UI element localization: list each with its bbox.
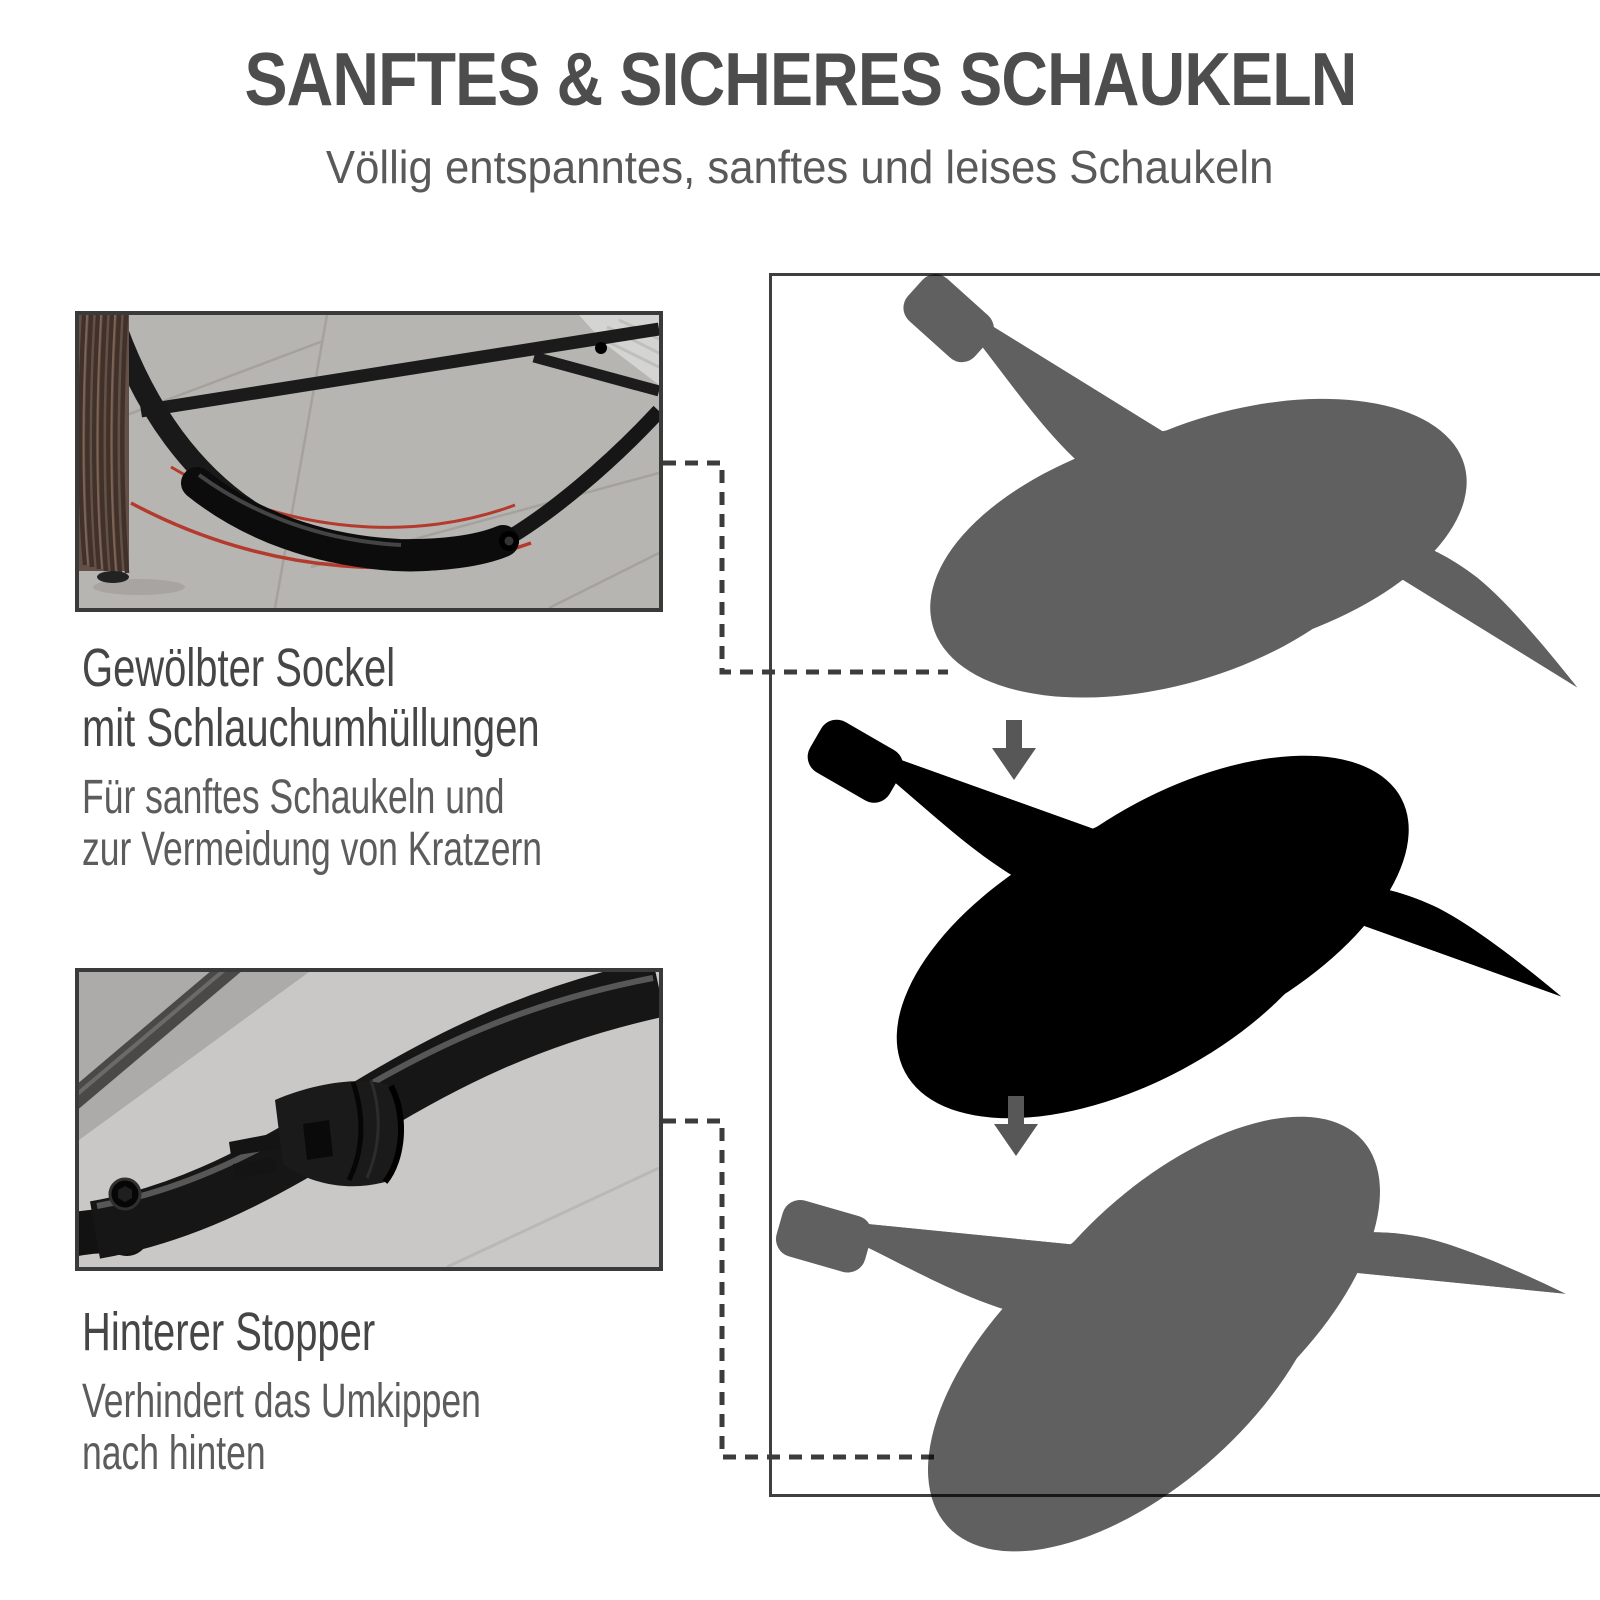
- feature-caption-stopper: [82, 1302, 621, 1480]
- rear-stopper-photo: [75, 968, 663, 1271]
- curved-base-photo: [75, 311, 663, 612]
- heading-line: mit Schlauchumhüllungen: [82, 698, 540, 758]
- body-line: Verhindert das Umkippen: [82, 1375, 481, 1428]
- heading-line: Gewölbter Sockel: [82, 638, 396, 698]
- body-line: Für sanftes Schaukeln und: [82, 771, 505, 824]
- rocking-sequence-box: [769, 273, 1600, 1497]
- feature-heading: [82, 638, 704, 758]
- body-line: zur Vermeidung von Kratzern: [82, 823, 543, 876]
- feature-body: [82, 772, 704, 876]
- page-title-text: SANFTES & SICHERES SCHAUKELN: [244, 37, 1356, 121]
- body-line: nach hinten: [82, 1427, 266, 1480]
- feature-heading: [82, 1302, 621, 1362]
- page-subtitle-text: Völlig entspanntes, sanftes und leises Schaukeln: [326, 141, 1274, 193]
- feature-caption-base: [82, 638, 704, 876]
- feature-body: [82, 1376, 621, 1480]
- page-subtitle: [0, 140, 1600, 194]
- heading-line: Hinterer Stopper: [82, 1302, 376, 1362]
- page-title: [0, 36, 1600, 122]
